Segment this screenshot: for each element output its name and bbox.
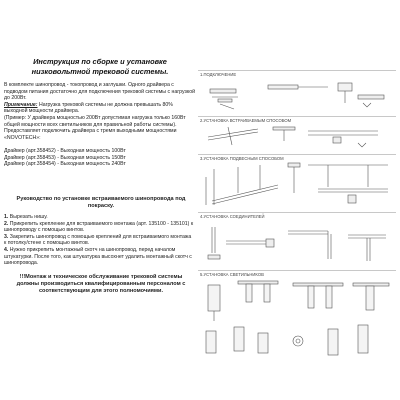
panel-connectors	[198, 212, 396, 269]
fixtures-diagram	[198, 271, 396, 371]
recessed-diagram	[198, 117, 396, 153]
intro-paragraph: В комплекте шинопровод - токопровод и заглушки. Одного драйвера с подводом питания достаточно для подключения трековой системы с нагрузкой до 200Вт.	[4, 82, 196, 102]
connection-diagram	[198, 71, 396, 115]
warning-text: !!!Монтаж и техническое обслуживание трековой системы должны производиться квалифицированным персоналом с соответствующим для этого полномочиями.	[16, 274, 186, 294]
connectors-diagram	[198, 213, 396, 269]
panel-connection	[198, 70, 396, 115]
intro-block	[4, 82, 196, 141]
drivers-intro: Предоставляет подключить драйвера с тремя выходными мощностями «NOVOTECH»:	[4, 128, 177, 141]
note-paragraph	[4, 102, 196, 115]
drivers-list	[4, 148, 196, 168]
steps-list	[4, 214, 194, 267]
step-item: 4. Нужно прикрепить монтажный скотч на шинопровод, перед началом штукатурки. После того, как штукатурка высохнет удалить монтажный скотч с шинопровода.	[4, 246, 192, 267]
step-item: 3. Закрепить шинопровод с помощью креплений для встраиваемого монтажа к потолку/стене с помощью винтов.	[4, 233, 192, 247]
step-item: 1. Вырезать нишу.	[4, 214, 48, 220]
section-subtitle: Руководство по установке встраиваемого шинопровода под покраску.	[16, 196, 186, 209]
panel-label: 4.УСТАНОВКА СОЕДИНИТЕЛЕЙ	[200, 214, 265, 219]
panel-recessed	[198, 116, 396, 153]
step-item: 2. Прикрепить крепление для встраиваемого монтажа (арт. 135100 - 135101) к шинопроводу с помощью винтов.	[4, 220, 194, 234]
page-title: Инструкция по сборке и установке низковольтной трековой системы.	[31, 57, 169, 76]
note-label: Примечание:	[4, 101, 38, 108]
driver-item: Драйвер (арт.358452) - Выходная мощность 100Вт	[4, 148, 126, 154]
panel-label: 3.УСТАНОВКА ПОДВЕСНЫМ СПОСОБОМ	[200, 156, 284, 161]
driver-item: Драйвер (арт.358453) - Выходная мощность 150Вт	[4, 154, 126, 161]
panel-label: 5.УСТАНОВКА СВЕТИЛЬНИКОВ	[200, 272, 264, 277]
panel-label: 2.УСТАНОВКА ВСТРАИВАЕМЫМ СПОСОБОМ	[200, 118, 292, 123]
note-text: Нагрузка трековой системы не должна превышать 80% выходной мощности драйвера.	[4, 101, 173, 115]
panel-label: 1.ПОДКЛЮЧЕНИЕ	[200, 72, 237, 77]
example-paragraph: (Пример: У драйвера мощностью 200Вт допустимая нагрузка только 160Вт общей мощности всех светильников для правильной работы системы).	[4, 114, 186, 128]
suspended-diagram	[198, 155, 396, 211]
driver-item: Драйвер (арт.358454) - Выходная мощность 240Вт	[4, 161, 126, 168]
panel-fixtures	[198, 270, 396, 371]
panel-suspended	[198, 154, 396, 211]
